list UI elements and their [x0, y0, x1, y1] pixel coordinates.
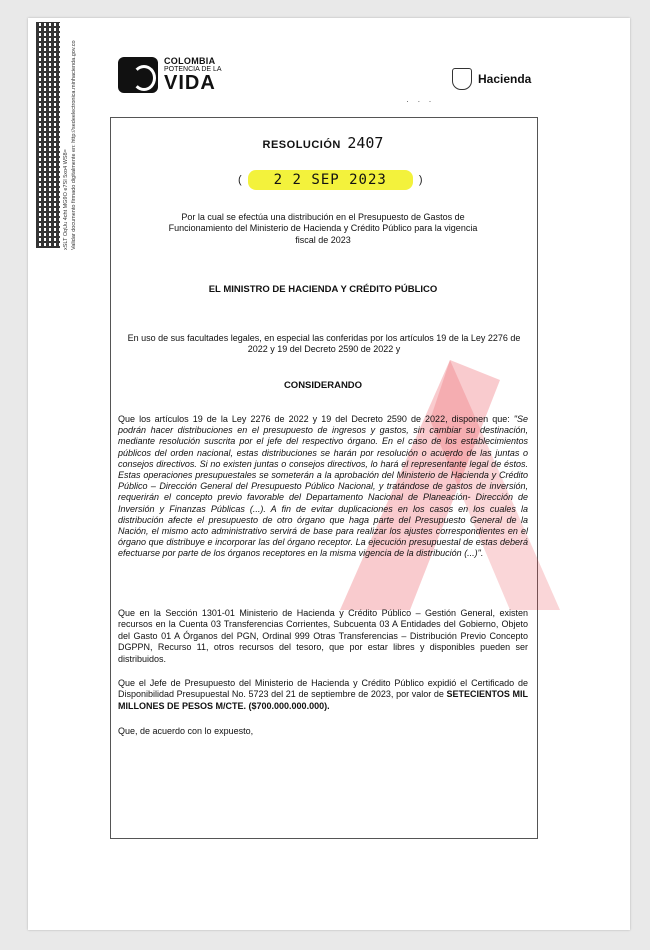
considerando-heading: CONSIDERANDO: [283, 380, 363, 391]
paragraph-1: [118, 414, 528, 560]
date-stamp: 2 2 SEP 2023: [248, 170, 413, 190]
qr-code: [36, 22, 60, 248]
logo-line3: VIDA: [164, 72, 216, 94]
paragraph-3-lead: Que el Jefe de Presupuesto del Ministerio de Hacienda y Crédito Público expidió el Certificado de Disponibilidad Presupuestal No. 5723 del 21 de septiembre de 2023, por valor de: [118, 678, 528, 700]
logo-line1: COLOMBIA: [164, 56, 216, 66]
coat-of-arms-icon: [452, 68, 472, 90]
resolution-number: 2407: [347, 134, 384, 152]
handwritten-mark: · ∙ ·: [406, 96, 435, 106]
date-open: (: [238, 174, 242, 186]
validation-url: Validar documento firmado digitalmente en: http://sedeelectronica.minhacienda.gov.co: [71, 40, 77, 250]
colombia-logo: [118, 57, 222, 93]
resolution-date: [238, 170, 423, 190]
paragraph-4: Que, de acuerdo con lo expuesto,: [118, 726, 254, 736]
logo-line2: POTENCIA DE LA: [164, 66, 222, 73]
paragraph-2: Que en la Sección 1301-01 Ministerio de Hacienda y Crédito Público – Gestión General, existen recursos en la Cuenta 03 Transferencias Corrientes, Subcuenta 03 A Entidades del Gobierno, Objeto del Gasto 01 A Órganos del PGN, Ordinal 999 Otras Transferencias – Distribución Previo Concepto DGPPN, Recurso 11, otros recursos del tesoro, que por estar libres y disponibles pueden ser distribuidos.: [118, 608, 528, 664]
resolution-header: [110, 134, 536, 153]
paragraph-1-quote: "Se podrán hacer distribuciones en el presupuesto de ingresos y gastos, sin cambiar su destinación, mediante resolución suscrita por el jefe del respectivo órgano. En el caso de los establecimientos públicos del orden nacional, estas distribuciones se harán por resolución o acuerdo de las juntas o consejos directivos. Si no existen juntas o consejos directivos, lo hará el representante legal de éstos. Estas operaciones presupuestales se someterán a la aprobación del Ministerio de Hacienda y Crédito Público – Dirección General del Presupuesto Público Nacional, y tratándose de gastos de inversión, requerirán el concepto previo favorable del Departamento Nacional de Planeación- Dirección de Inversión y Finanzas Públicas (...). A fin de evitar duplicaciones en los casos en los cuales la distribución afecte el presupuesto de otro órgano que haga parte del Presupuesto General de la Nación, el mismo acto administrativo servirá de base para realizar los ajustes correspondientes en el órgano que distribuye e incorporar las del órgano receptor. La ejecución presupuestal de estas deberá efectuarse por parte de los órganos receptores en la misma vigencia de la distribución (...)".: [118, 414, 528, 559]
colombia-logo-icon: [118, 57, 158, 93]
resolution-label: RESOLUCIÓN: [262, 139, 341, 151]
powers: En uso de sus facultades legales, en especial las conferidas por los artículos 19 de la Ley 2276 de 2022 y 19 del Decreto 2590 de 2022 y: [127, 333, 521, 355]
paragraph-3: [118, 678, 528, 712]
paragraph-1-lead: Que los artículos 19 de la Ley 2276 de 2022 y 19 del Decreto 2590 de 2022, disponen que:: [118, 414, 514, 424]
issuer: EL MINISTRO DE HACIENDA Y CRÉDITO PÚBLICO: [208, 284, 438, 295]
signature-code: xSLT OqUu 4cht MG9O e7SI 5xo4 WS8=: [63, 149, 69, 250]
subject: Por la cual se efectúa una distribución en el Presupuesto de Gastos de Funcionamiento del Ministerio de Hacienda y Crédito Público para la vigencia fiscal de 2023: [168, 212, 478, 245]
date-close: ): [418, 174, 423, 186]
hacienda-logo: [452, 68, 531, 90]
paragraph-3-amount: SETECIENTOS MIL MILLONES DE PESOS M/CTE. ($700.000.000.000).: [118, 689, 528, 711]
hacienda-name: Hacienda: [478, 72, 532, 86]
validation-strip: [62, 10, 78, 250]
